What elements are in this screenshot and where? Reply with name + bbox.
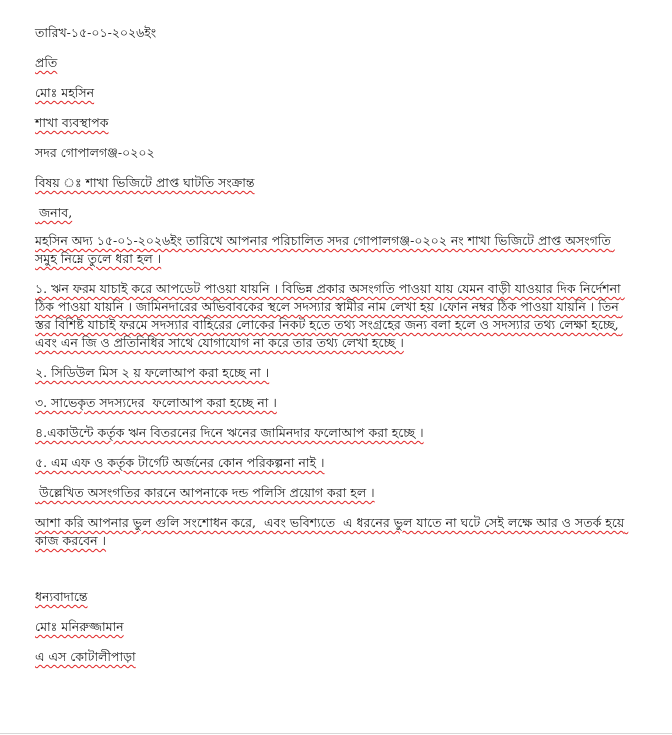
salutation: জনাব, [35, 205, 73, 220]
sender-name: মোঃ মনিরুজ্জামান [35, 619, 124, 634]
penalty-paragraph: উল্লেখিত অসংগতির কারনে আপনাকে দন্ড পলিসি প্রয়োগ করা হল । [35, 485, 375, 500]
sender-designation: এ এস কোটালীপাড়া [35, 649, 136, 664]
page-bottom-edge [0, 733, 672, 734]
point-5-paragraph: ৫. এম এফ ও কর্তৃক টার্গেট অর্জনের কোন পরিকল্পনা নাই । [35, 455, 325, 470]
subject-line: বিষয় ঃ শাখা ভিজিটে প্রাপ্ত ঘাটতি সংক্রান্ত [35, 175, 255, 190]
point-3-paragraph: ৩. সাভেকৃত সদস্যদের ফলোআপ করা হচ্ছে না । [35, 395, 277, 410]
point-4-paragraph: ৪.একাউন্টে কর্তৃক ঋন বিতরনের দিনে ঋনের জামিনদার ফলোআপ করা হচ্ছে । [35, 425, 424, 440]
intro-paragraph: মহসিন অদ্য ১৫-০১-২০২৬ইং তারিখে আপনার পরিচালিত সদর গোপালগঞ্জ-০২০২ নং শাখা ভিজিটে প্রাপ্ত অসংগতি সমুহ নিম্নে তুলে ধরা হল । [35, 233, 615, 266]
to-label: প্রতি [35, 55, 58, 70]
recipient-name: মোঃ মহসিন [35, 85, 95, 100]
point-1-paragraph: ১. ঋন ফরম যাচাই করে আপডেট পাওয়া যায়নি । বিভিন্ন প্রকার অসংগতি পাওয়া যায় যেমন বাড়ী যাওয়ার দিক নির্দেশনা ঠিক পাওয়া যায়নি । জামিনদারের অভিবাবকের স্থলে সদস্যার স্বামীর নাম লেখা হয় ।ফোন নম্বর ঠিক পাওয়া যায়নি । তিন স্তর বিশিষ্ট যাচাই ফরমে সদস্যার বাহিরের লোকের নিকট হতে তথ্য সংগ্রহের জন্য বলা হলে ও সদস্যার তথ্য লেক্ষা হচ্ছে, এবং এন জি ও প্রতিনিধির সাথে যোগাযোগ না করে তার তথ্য লেখা হচ্ছে । [35, 281, 625, 350]
regards-line: ধন্যবাদান্তে [35, 589, 88, 604]
recipient-branch: সদর গোপালগঞ্জ-০২০২ [35, 145, 155, 160]
letter-body[interactable] [35, 24, 635, 666]
recipient-designation: শাখা ব্যবস্থাপক [35, 115, 109, 130]
closing-request-paragraph: আশা করি আপনার ভুল গুলি সংশোধন করে, এবং ভবিশ্যতে এ ধরনের ভুল যাতে না ঘটে সেই লক্ষে আর ও সতর্ক হয়ে কাজ করবেন । [35, 515, 629, 548]
date-line: তারিখ-১৫-০১-২০২৬ইং [35, 25, 157, 40]
point-2-paragraph: ২. সিডিউল মিস ২ য় ফলোআপ করা হচ্ছে না । [35, 365, 270, 380]
